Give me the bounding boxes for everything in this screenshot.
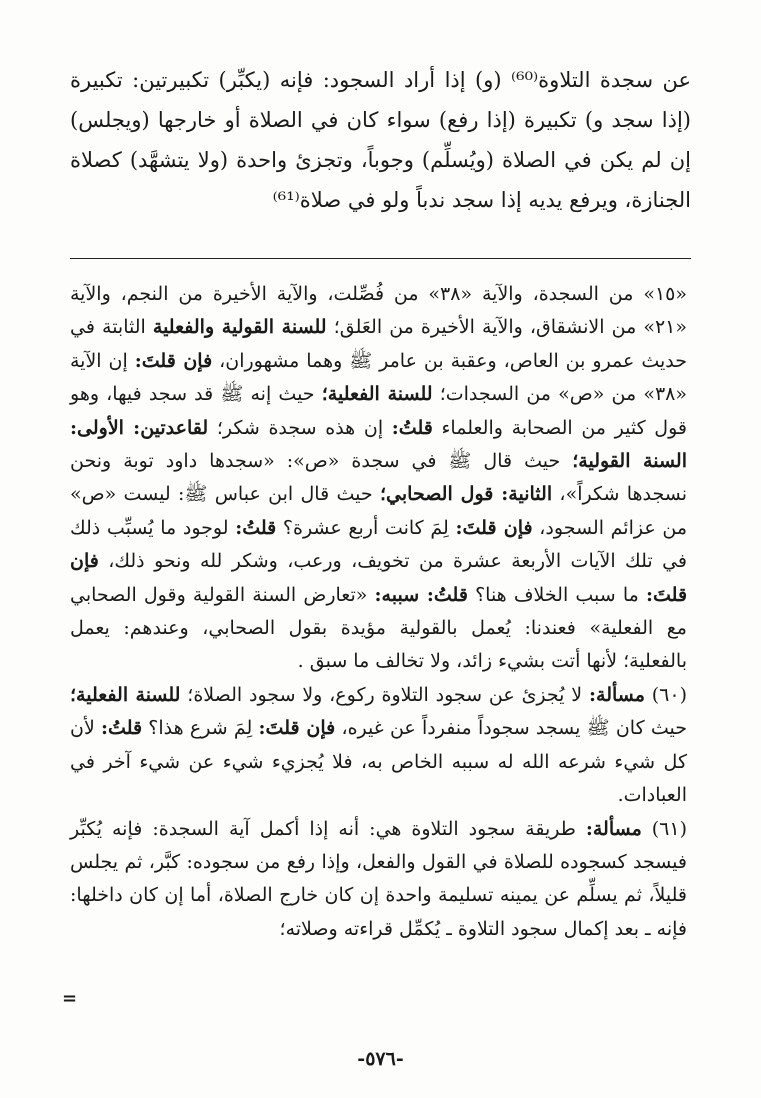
note-bold: مسألة: — [585, 817, 642, 840]
footnote-number: (٦٠) — [644, 683, 688, 706]
footnote-61 — [70, 813, 687, 947]
note-text: لا يُجزئ عن سجود التلاوة ركوع، ولا سجود الصلاة؛ — [180, 683, 589, 706]
note-bold: لقاعدتين: الأولى: السنة القولية؛ — [70, 416, 687, 473]
note-text: حيث قال ابن عباس ﷺ: ليست «ص» من عزائم السجود، — [70, 483, 687, 539]
footnote-separator — [70, 258, 691, 259]
note-text: طريقة سجود التلاوة هي: أنه إذا أكمل آية السجدة: فإنه يُكبِّر فيسجد كسجوده للصلاة في القول والفعل، وإذا رفع من سجوده: كبَّر، ثم يجلس قليلاً، ثم يسلِّم عن يمينه تسليمة واحدة إن كان خارج الصلاة، أما إن كان داخلها: فإنه ـ بعد إكمال سجود التلاوة ـ يُكمِّل قراءته وصلاته؛ — [70, 817, 687, 940]
note-bold: فإن قلتَ: — [134, 349, 213, 372]
note-text: لأن كل شيء شرعه الله له سببه الخاص به، فلا يُجزيء شيء عن شيء آخر في العبادات. — [70, 717, 687, 807]
note-bold: مسألة: — [589, 683, 645, 706]
footnote-number: (٦١) — [641, 817, 688, 840]
note-text: لِمَ شرع هذا؟ — [142, 717, 259, 740]
footnote-60 — [70, 679, 687, 813]
note-bold: فإن قلتَ: — [455, 516, 533, 539]
main-paragraph: عن سجدة التلاوة⁽⁶⁰⁾ (و) إذا أراد السجود: فإنه (يكبِّر) تكبيرتين: تكبيرة (إذا سجد و) تكبيرة (إذا رفع) سواء كان في الصلاة أو خارجها (ويجلس) إن لم يكن في الصلاة (ويُسلِّم) وجوباً، وتجزئ واحدة (ولا يتشهَّد) كصلاة الجنازة، ويرفع يديه إذا سجد ندباً ولو في صلاة⁽⁶¹⁾ — [70, 68, 691, 212]
note-bold: فإن قلتَ: — [70, 550, 688, 606]
note-bold: قلتُ: — [235, 516, 277, 539]
note-bold: قلتُ: — [101, 717, 143, 740]
note-bold: للسنة الفعلية؛ — [321, 383, 433, 406]
footnote-continuation — [70, 278, 687, 679]
note-text: لوجود ما يُسبِّب ذلك في تلك الآيات الأربعة عشرة من تخويف، ورعب، وشكر لله ونحو ذلك، — [70, 516, 687, 573]
note-text: إن هذه سجدة شكر؛ — [208, 416, 392, 439]
note-bold: فإن قلتَ: — [258, 717, 336, 740]
footnotes — [70, 278, 687, 946]
note-bold: الثانية: قول الصحابي؛ — [379, 483, 553, 506]
note-text: «تعارض السنة القولية وقول الصحابي مع الفعلية» فعندنا: يُعمل بالقولية مؤيدة بقول الصحابي، وعندهم: يعمل بالفعلية؛ لأنها أتت بشيء زائد، ولا تخالف ما سبق . — [70, 583, 687, 673]
note-text: لِمَ كانت أربع عشرة؟ — [276, 516, 456, 539]
note-text: الثابتة في حديث عمرو بن العاص، وعقبة بن عامر ﷺ وهما مشهوران، — [70, 316, 687, 372]
note-text: حيث قال ﷺ في سجدة «ص»: «سجدها داود توبة ونحن نسجدها شكراً»، — [70, 450, 687, 506]
note-text: حيث إنه ﷺ قد سجد فيها، وهو قول كثير من الصحابة والعلماء — [70, 383, 687, 439]
note-text: حيث كان ﷺ يسجد سجوداً منفرداً عن غيره، — [335, 717, 687, 740]
note-bold: للسنة القولية والفعلية — [152, 316, 327, 339]
continuation-mark: = — [62, 988, 78, 1009]
note-bold: للسنة الفعلية؛ — [70, 683, 181, 706]
note-text: إن الآية «٣٨» من «ص» من السجدات؛ — [70, 349, 687, 406]
note-text: ما سبب الخلاف هنا؟ — [467, 583, 646, 606]
note-bold: قلتُ: سببه: — [374, 583, 468, 606]
main-text — [70, 60, 691, 220]
note-text: «١٥» من السجدة، والآية «٣٨» من فُصِّلت، والآية الأخيرة من النجم، والآية «٢١» من الانشقاق، والآية الأخيرة من العَلق؛ — [70, 283, 687, 339]
page-number: -٥٧٦- — [357, 1048, 404, 1070]
note-bold: قلتُ: — [391, 416, 433, 439]
